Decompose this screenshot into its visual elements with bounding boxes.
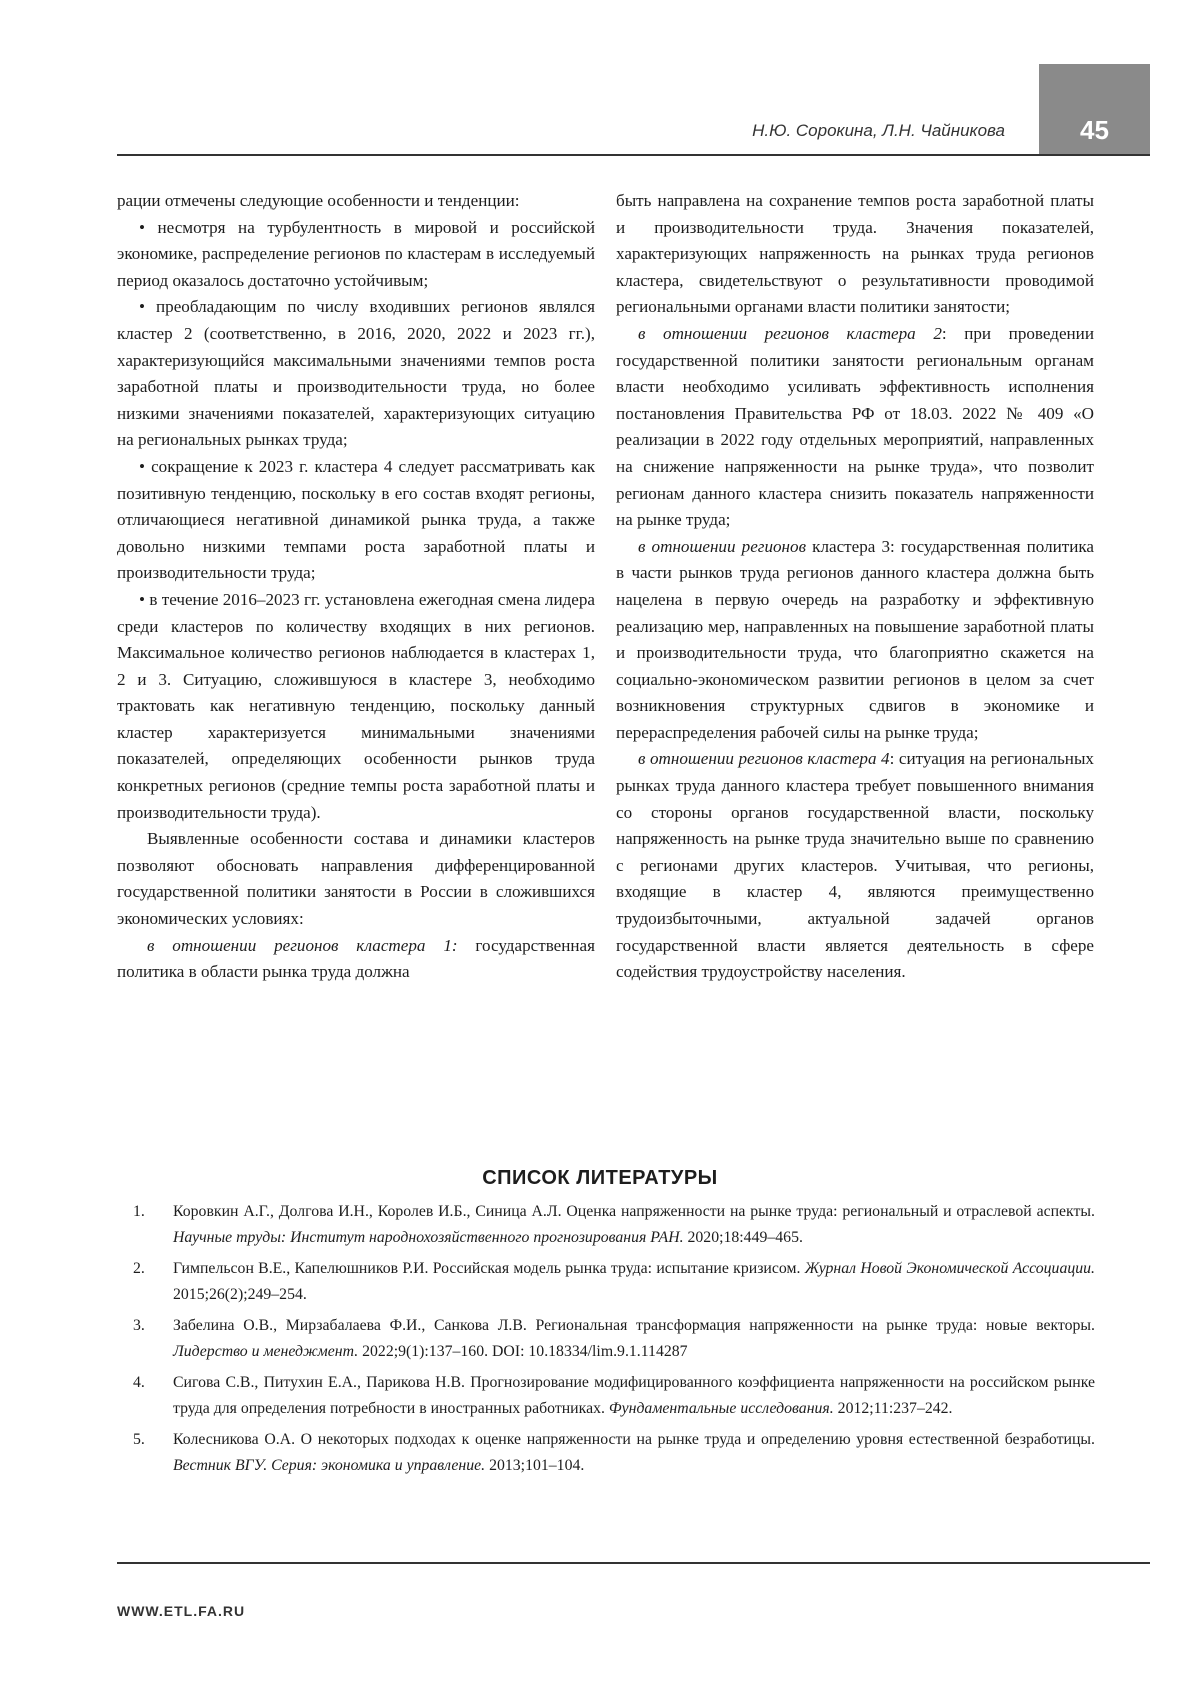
paragraph-text: кластера 3: государственная политика в части рынков труда регионов данного кластера должна быть нацелена в первую очередь на разработку и эффективную реализацию мер, направленных на повышение заработной платы и производительности труда, что благоприятно скажется на социально-экономическом развитии регионов в целом за счет возникновения структурных сдвигов в экономике и перераспределения рабочей силы на рынке труда;: [616, 536, 1095, 742]
reference-number: 5.: [133, 1431, 145, 1448]
right-column: [616, 188, 1094, 986]
paragraph: рации отмечены следующие особенности и тенденции:: [117, 191, 520, 210]
bullet-item: • несмотря на турбулентность в мировой и российской экономике, распределение регионов по кластерам в исследуемый период оказалось достаточно устойчивым;: [117, 215, 595, 295]
bullet-item: • преобладающим по числу входивших регионов являлся кластер 2 (соответственно, в 2016, 2020, 2022 и 2023 гг.), характеризующийся максимальными значениями темпов роста заработной платы и производительности труда, но более низкими значениями показателей, характеризующих ситуацию на региональных рынках труда;: [117, 294, 595, 454]
reference-text: Коровкин А.Г., Долгова И.Н., Королев И.Б., Синица А.Л. Оценка напряженности на рынке труда: региональный и отраслевой аспекты.: [173, 1203, 1095, 1220]
footer-website: WWW.ETL.FA.RU: [117, 1603, 246, 1619]
emphasis: в отношении регионов кластера 4: [638, 749, 890, 769]
reference-item: [133, 1256, 1095, 1308]
paragraph: [616, 321, 1094, 534]
paragraph: [616, 746, 1094, 985]
emphasis: в отношении регионов кластера 1:: [147, 935, 458, 955]
bullet-item: • сокращение к 2023 г. кластера 4 следует рассматривать как позитивную тенденцию, поскольку в его состав входят регионы, отличающиеся негативной динамикой рынка труда, а также довольно низкими темпами роста заработной платы и производительности труда;: [117, 454, 595, 587]
paragraph-text: : при проведении государственной политики занятости региональным органам власти необходимо усиливать эффективность исполнения постановления Правительства РФ от 18.03. 2022 № 409 «О реализации в 2022 году отдельных мероприятий, направленных на снижение напряженности на рынке труда», что позволит регионам данного кластера снизить показатель напряженности на рынке труда;: [616, 323, 1094, 530]
bullet-item: • в течение 2016–2023 гг. установлена ежегодная смена лидера среди кластеров по количеству входящих в них регионов. Максимальное количество регионов наблюдается в кластерах 1, 2 и 3. Ситуацию, сложившуюся в кластере 3, необходимо трактовать как негативную тенденцию, поскольку данный кластер характеризуется минимальными значениями показателей, определяющих особенности рынков труда конкретных регионов (средние темпы роста заработной платы и производительности труда).: [117, 587, 595, 826]
paragraph-text: государственная политика в области рынка труда должна: [117, 935, 595, 982]
reference-item: [133, 1370, 1095, 1422]
reference-number: 1.: [133, 1203, 145, 1220]
paragraph: быть направлена на сохранение темпов роста заработной платы и производительности труда. Значения показателей, характеризующих напряженность на рынках труда регионов кластера, свидетельствуют о результативности проводимой региональными органами власти политики занятости;: [616, 191, 1094, 317]
reference-number: 3.: [133, 1317, 145, 1334]
reference-tail: 2022;9(1):137–160. DOI: 10.18334/lim.9.1.114287: [358, 1343, 688, 1360]
running-header-authors: Н.Ю. Сорокина, Л.Н. Чайникова: [752, 121, 1005, 140]
page-number-tab: [1039, 64, 1150, 154]
references-list: [133, 1199, 1095, 1484]
paragraph: Выявленные особенности состава и динамики кластеров позволяют обосновать направления дифференцированной государственной политики занятости в России в сложившихся экономических условиях:: [117, 829, 595, 929]
reference-tail: 2012;11:237–242.: [833, 1400, 953, 1417]
references-title: СПИСОК ЛИТЕРАТУРЫ: [482, 1167, 718, 1189]
reference-item: [133, 1427, 1095, 1479]
reference-source: Журнал Новой Экономической Ассоциации.: [804, 1260, 1095, 1277]
reference-text: Забелина О.В., Мирзабалаева Ф.И., Санкова Л.В. Региональная трансформация напряженности на рынке труда: новые векторы.: [173, 1317, 1095, 1334]
reference-text: Гимпельсон В.Е., Капелюшников Р.И. Российская модель рынка труда: испытание кризисом.: [173, 1260, 805, 1277]
reference-text: Сигова С.В., Питухин Е.А., Парикова Н.В. Прогнозирование модифицированного коэффициента напряженности на российском рынке труда для определения потребности в иностранных работниках.: [173, 1374, 1095, 1417]
reference-source: Лидерство и менеджмент.: [173, 1343, 359, 1360]
paragraph: [117, 933, 595, 986]
emphasis: в отношении регионов: [638, 536, 807, 556]
reference-source: Фундаментальные исследования.: [608, 1400, 834, 1417]
footer-rule: [117, 1562, 1150, 1564]
page-number: 45: [1080, 115, 1109, 145]
reference-tail: 2013;101–104.: [485, 1457, 585, 1474]
reference-source: Вестник ВГУ. Серия: экономика и управление.: [173, 1457, 486, 1474]
reference-tail: 2020;18:449–465.: [683, 1229, 803, 1246]
paragraph: [616, 534, 1094, 747]
paragraph-text: : ситуация на региональных рынках труда данного кластера требует повышенного внимания со стороны органов государственной власти, поскольку напряженность на рынке труда значительно выше по сравнению с регионами других кластеров. Учитывая, что регионы, входящие в кластер 4, являются преимущественно трудоизбыточными, актуальной задачей органов государственной власти является деятельность в сфере содействия трудоустройству населения.: [616, 749, 1094, 982]
reference-number: 4.: [133, 1374, 145, 1391]
reference-source: Научные труды: Институт народнохозяйственного прогнозирования РАН.: [173, 1229, 684, 1246]
reference-number: 2.: [133, 1260, 145, 1277]
left-column: [117, 188, 595, 986]
header-rule: [117, 154, 1150, 156]
reference-item: [133, 1199, 1095, 1251]
reference-item: [133, 1313, 1095, 1365]
reference-text: Колесникова О.А. О некоторых подходах к оценке напряженности на рынке труда и определению уровня естественной безработицы.: [173, 1431, 1095, 1448]
reference-tail: 2015;26(2);249–254.: [173, 1286, 307, 1303]
emphasis: в отношении регионов кластера 2: [638, 323, 942, 343]
